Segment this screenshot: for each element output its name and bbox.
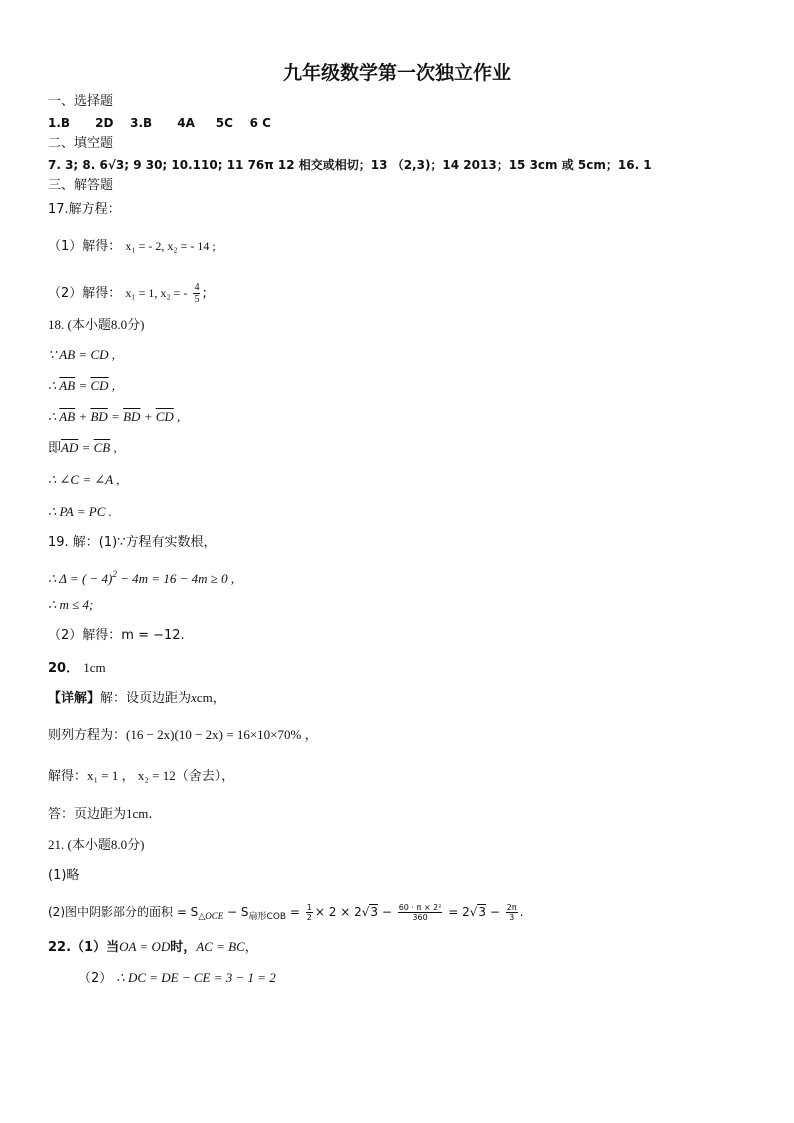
plus-sign: + <box>140 409 156 424</box>
sqrt-sign: √ <box>107 158 116 172</box>
arc-ad: $\overline{AD}$ <box>61 440 79 455</box>
fraction-numerator: 4 <box>194 282 200 293</box>
fill-answers <box>48 156 652 174</box>
arc-ab: $\overline{AB}$ <box>59 409 76 424</box>
q22-p2-math: ∴ DC = DE − CE = 3 − 1 = 2 <box>116 970 276 985</box>
section-heading-solve: 三、解答题 <box>48 178 114 193</box>
q20-answer: 1cm <box>83 660 106 675</box>
q20-equation <box>48 726 318 745</box>
q20-final <box>48 805 153 824</box>
q21-minus: − S <box>223 905 249 919</box>
exponent: 2 <box>112 569 117 579</box>
q22-part1 <box>48 938 258 957</box>
fraction-numerator: 60 · π × 2² <box>398 903 442 912</box>
q18-line2-end: , <box>108 378 116 393</box>
section-heading-choice: 一、选择题 <box>48 94 114 109</box>
q18-line4-pre: 即 <box>48 441 62 456</box>
q21-fraction-sector <box>398 903 443 922</box>
arc-cb: $\overline{CB}$ <box>93 440 111 455</box>
fraction-denominator: 360 <box>412 913 428 922</box>
q21-sub-triangle: △OCE <box>198 911 224 921</box>
fill-answers-part-a: 7. 3; 8. 6 <box>48 158 108 172</box>
q17-part1 <box>48 237 216 256</box>
q21-fraction-half <box>306 903 313 922</box>
q21-part2 <box>48 899 523 930</box>
q21-radicand: 3 <box>370 905 378 919</box>
q19-line2 <box>48 565 234 588</box>
q20-sol-math: x₁ = 1 ， x₂ = 12 <box>87 768 176 783</box>
q17-title: 17.解方程： <box>48 202 121 217</box>
q20-detail-unit: cm， <box>196 690 226 705</box>
plus-sign: + <box>75 409 91 424</box>
q20-eq-label: 则列方程为： <box>48 728 127 743</box>
q20-solution <box>48 767 234 786</box>
sqrt-sign: √ <box>361 905 370 919</box>
q18-line6: ∴ PA = PC . <box>48 504 112 519</box>
q18-line3 <box>48 408 180 426</box>
q18-line5: ∴ ∠C = ∠A , <box>48 472 120 487</box>
q21-title: 21. (本小题8.0分) <box>48 837 145 852</box>
q17-part2-fraction <box>193 282 200 305</box>
q20-final-val: 1cm <box>126 806 149 821</box>
q20-detail-text: 解：设页边距为 <box>100 691 192 706</box>
q20-eq-math: (16 − 2x)(10 − 2x) = 16×10×70% ， <box>126 727 318 742</box>
q19-line4: （2）解得：m = −12. <box>48 628 185 643</box>
q22-p1-mid: 时， <box>170 940 197 955</box>
fraction-denominator: 3 <box>509 913 515 922</box>
q18-line2-mid: = <box>75 378 91 393</box>
choice-answers: 1.B 2D 3.B 4A 5C 6 C <box>48 116 271 130</box>
q19-line3: ∴ m ≤ 4; <box>48 597 94 612</box>
q21-eq: = <box>286 905 304 919</box>
arc-bd: $\overline{BD}$ <box>123 409 141 424</box>
q18-line4-mid: = <box>78 440 94 455</box>
q19-line1: 19. 解：(1)∵方程有实数根， <box>48 535 217 550</box>
fraction-denominator: 2 <box>306 913 312 922</box>
q17-part2-math: x₁ = 1, x₂ = - <box>125 286 188 300</box>
sqrt-sign: √ <box>469 905 478 919</box>
q18-title: 18. (本小题8.0分) <box>48 317 145 332</box>
q20-final-label: 答：页边距为 <box>48 807 127 822</box>
q20-sol-note: （舍去）， <box>175 769 235 784</box>
q18-line3-pre: ∴ <box>48 409 60 424</box>
q21-part1: (1)略 <box>48 868 80 883</box>
q17-part2-end: ; <box>202 286 207 301</box>
q18-line2-pre: ∴ <box>48 378 60 393</box>
q18-line2 <box>48 377 115 395</box>
equals-sign: = <box>107 409 124 424</box>
q22-part2 <box>78 969 276 988</box>
q21-p2-label: (2)图中阴影部分的面积 = S <box>48 905 199 919</box>
q22-p2-label: （2） <box>78 971 113 986</box>
q18-line3-end: , <box>173 409 181 424</box>
q22-p1-end: ， <box>244 940 258 955</box>
q17-part2 <box>48 278 207 309</box>
arc-ab: $\overline{AB}$ <box>59 378 76 393</box>
q19-line2-a: ∴ Δ = ( − 4) <box>48 571 113 586</box>
q21-end: . <box>519 905 524 919</box>
q20-detail-label: 【详解】 <box>48 691 101 706</box>
q22-p1-label: 22.（1）当 <box>48 940 120 955</box>
q21-minus2: − <box>378 905 396 919</box>
arc-cd: $\overline{CD}$ <box>155 409 174 424</box>
q20-detail <box>48 689 226 708</box>
fill-answers-part-b: 3; 9 30; 10.110; 11 76π 12 相交或相切；13 （2,3)；14 2013；15 3cm 或 5cm；16. 1 <box>115 158 652 172</box>
q22-p1-math2: AC = BC <box>196 939 245 954</box>
q20-title-line <box>48 659 106 678</box>
q20-sol-label: 解得： <box>48 769 88 784</box>
q18-line4-end: , <box>110 440 117 455</box>
page-title: 九年级数学第一次独立作业 <box>282 62 511 84</box>
q17-part1-label: （1）解得： <box>48 239 122 254</box>
q21-mid: × 2 × 2 <box>314 905 362 919</box>
q17-part1-math: x₁ = - 2, x₂ = - 14 ; <box>125 239 216 253</box>
q21-fraction-pi <box>506 903 518 922</box>
q21-sub-sector: 扇形COB <box>248 912 287 922</box>
fraction-numerator: 2π <box>506 903 517 912</box>
q21-eq2: = 2 <box>444 905 470 919</box>
q17-part2-label: （2）解得： <box>48 286 122 301</box>
arc-cd: $\overline{CD}$ <box>90 378 109 393</box>
q19-line2-b: − 4m = 16 − 4m ≥ 0 , <box>116 571 235 586</box>
fraction-numerator: 1 <box>306 903 312 912</box>
q22-p1-math: OA = OD <box>119 939 171 954</box>
q18-line4 <box>48 439 117 458</box>
arc-bd: $\overline{BD}$ <box>90 409 108 424</box>
fraction-denominator: 5 <box>194 294 200 305</box>
section-heading-fill: 二、填空题 <box>48 136 114 151</box>
q20-title: 20． <box>48 661 80 676</box>
q18-line1: ∵ AB = CD , <box>48 347 115 362</box>
q21-radicand2: 3 <box>478 905 487 919</box>
q21-minus3: − <box>486 905 504 919</box>
q20-final-end: . <box>148 807 153 822</box>
q20-detail-var: x <box>191 690 197 705</box>
